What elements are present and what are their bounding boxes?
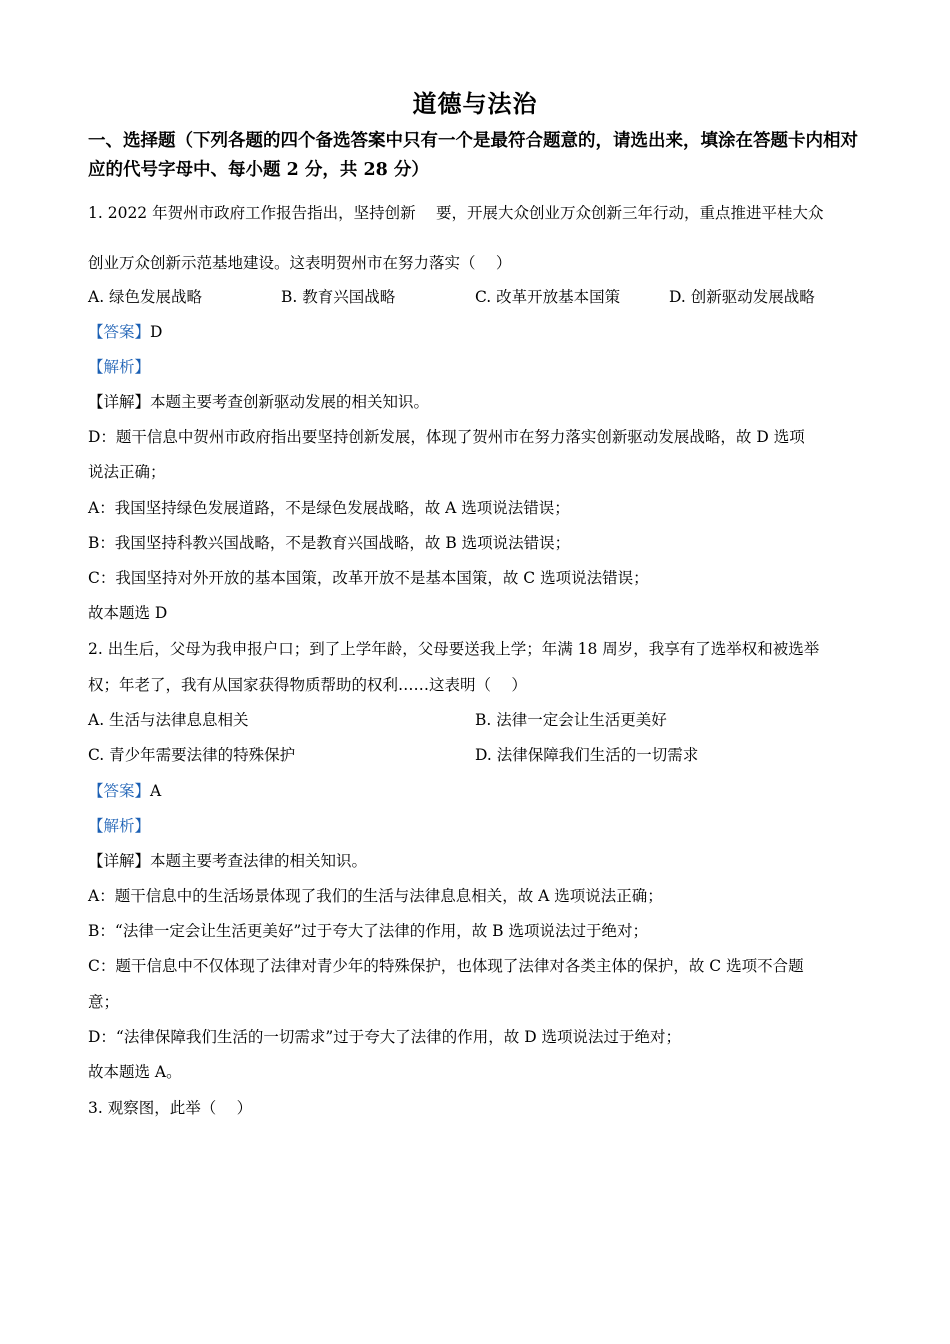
- q2-d-line: D：“法律保障我们生活的一切需求”过于夸大了法律的作用，故 D 选项说法过于绝对；: [88, 1028, 682, 1046]
- q1-conclusion: 故本题选 D: [88, 604, 168, 622]
- q1-option-d: D. 创新驱动发展战略: [669, 288, 815, 306]
- q1-d-line1: D：题干信息中贺州市政府指出要坚持创新发展，体现了贺州市在努力落实创新驱动发展战略，故 D 选项: [88, 428, 805, 446]
- q2-detail: 【详解】本题主要考查法律的相关知识。: [88, 852, 368, 870]
- q1-detail: 【详解】本题主要考查创新驱动发展的相关知识。: [88, 393, 430, 411]
- q2-conclusion: 故本题选 A。: [88, 1063, 182, 1081]
- q1-option-c: C. 改革开放基本国策: [475, 288, 621, 306]
- page-title: 道德与法治: [412, 89, 538, 118]
- q2-answer: [88, 780, 161, 802]
- q2-c-line2: 意；: [88, 993, 120, 1011]
- q2-answer-tag: 【答案】: [88, 782, 151, 800]
- q1-d-line2: 说法正确；: [88, 463, 166, 481]
- q2-analysis-tag: 【解析】: [88, 817, 151, 835]
- q1-option-a: A. 绿色发展战略: [88, 288, 203, 306]
- q1-answer-value: D: [150, 323, 163, 341]
- section-heading: 一、选择题（下列各题的四个备选答案中只有一个是最符合题意的，请选出来，填涂在答题卡内相对应的代号字母中、每小题 2 分，共 28 分）: [88, 131, 858, 180]
- q1-b-line: B：我国坚持科教兴国战略，不是教育兴国战略，故 B 选项说法错误；: [88, 534, 571, 552]
- q2-stem-line2: 权；年老了，我有从国家获得物质帮助的权利……这表明（ ）: [88, 676, 527, 694]
- q2-b-line: B：“法律一定会让生活更美好”过于夸大了法律的作用，故 B 选项说法过于绝对；: [88, 922, 648, 940]
- q3-stem: 3. 观察图，此举（ ）: [88, 1099, 253, 1117]
- q2-option-d: D. 法律保障我们生活的一切需求: [475, 746, 699, 764]
- q1-analysis-tag: 【解析】: [88, 358, 151, 376]
- q2-option-b: B. 法律一定会让生活更美好: [475, 711, 667, 729]
- q1-answer-tag: 【答案】: [88, 323, 151, 341]
- q2-answer-value: A: [150, 782, 162, 800]
- q1-answer: [88, 321, 162, 343]
- q2-a-line: A：题干信息中的生活场景体现了我们的生活与法律息息相关，故 A 选项说法正确；: [88, 887, 663, 905]
- q1-stem-line1: 1. 2022 年贺州市政府工作报告指出，坚持创新 要，开展大众创业万众创新三年行动，重点推进平桂大众: [88, 204, 824, 222]
- q1-c-line: C：我国坚持对外开放的基本国策，改革开放不是基本国策，故 C 选项说法错误；: [88, 569, 649, 587]
- q2-option-a: A. 生活与法律息息相关: [88, 711, 249, 729]
- q1-a-line: A：我国坚持绿色发展道路，不是绿色发展战略，故 A 选项说法错误；: [88, 499, 570, 517]
- q1-option-b: B. 教育兴国战略: [281, 288, 396, 306]
- q2-option-c: C. 青少年需要法律的特殊保护: [88, 746, 296, 764]
- q1-stem-line2: 创业万众创新示范基地建设。这表明贺州市在努力落实（ ）: [88, 254, 512, 272]
- q2-c-line1: C：题干信息中不仅体现了法律对青少年的特殊保护，也体现了法律对各类主体的保护，故 C 选项不合题: [88, 957, 804, 975]
- q2-stem-line1: 2. 出生后，父母为我申报户口；到了上学年龄，父母要送我上学；年满 18 周岁，我享有了选举权和被选举: [88, 640, 820, 658]
